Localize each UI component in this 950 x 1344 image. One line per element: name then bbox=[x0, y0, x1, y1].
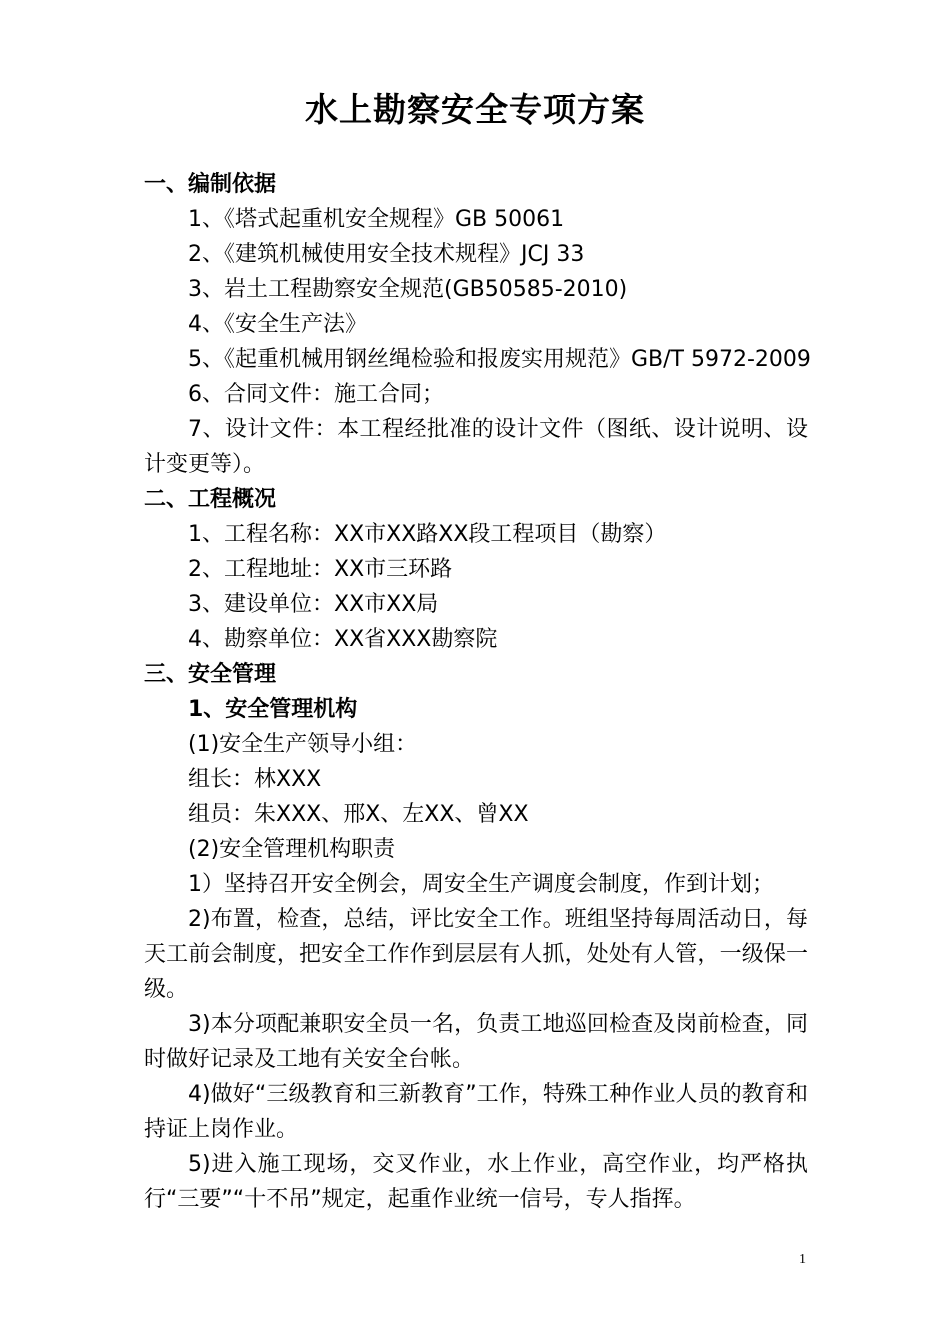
list-item: 2、《建筑机械使用安全技术规程》JCJ 33 bbox=[188, 242, 585, 267]
section-heading-safety-management: 三、安全管理 bbox=[144, 662, 277, 687]
paragraph: 4)做好“三级教育和三新教育”工作，特殊工种作业人员的教育和持证上岗作业。 bbox=[144, 1082, 808, 1142]
text-line: (1)安全生产领导小组： bbox=[188, 732, 418, 757]
paragraph: 3)本分项配兼职安全员一名，负责工地巡回检查及岗前检查，同时做好记录及工地有关安全台帐。 bbox=[144, 1012, 808, 1072]
text-line: 组员：朱XXX、邢X、左XX、曾XX bbox=[188, 802, 529, 827]
list-item: 3、建设单位：XX市XX局 bbox=[188, 592, 439, 617]
list-item: 1、工程名称：XX市XX路XX段工程项目（勘察） bbox=[188, 522, 667, 547]
document-body bbox=[144, 167, 811, 1217]
list-item: 2、工程地址：XX市三环路 bbox=[188, 557, 453, 582]
section-heading-overview: 二、工程概况 bbox=[144, 487, 277, 512]
list-item: 7、设计文件：本工程经批准的设计文件（图纸、设计说明、设计变更等）。 bbox=[144, 417, 808, 477]
list-item: 3、岩土工程勘察安全规范(GB50585-2010) bbox=[188, 277, 628, 302]
list-item: 1、《塔式起重机安全规程》GB 50061 bbox=[188, 207, 565, 232]
subsection-heading: 1、安全管理机构 bbox=[188, 697, 358, 722]
list-item: 4、勘察单位：XX省XXX勘察院 bbox=[188, 627, 498, 652]
paragraph: 5)进入施工现场，交叉作业，水上作业，高空作业，均严格执行“三要”“十不吊”规定，起重作业统一信号，专人指挥。 bbox=[144, 1152, 808, 1212]
text-line: 组长：林XXX bbox=[188, 767, 322, 792]
paragraph: 2)布置，检查，总结，评比安全工作。班组坚持每周活动日，每天工前会制度，把安全工作作到层层有人抓，处处有人管，一级保一级。 bbox=[144, 907, 808, 1002]
page-number: 1 bbox=[799, 1252, 806, 1267]
text-line: (2)安全管理机构职责 bbox=[188, 837, 396, 862]
list-item: 6、合同文件：施工合同； bbox=[188, 382, 444, 407]
list-item: 4、《安全生产法》 bbox=[188, 312, 367, 337]
section-heading-basis: 一、编制依据 bbox=[144, 172, 277, 197]
list-item: 5、《起重机械用钢丝绳检验和报废实用规范》GB/T 5972-2009 bbox=[188, 347, 811, 372]
text-line: 1）坚持召开安全例会，周安全生产调度会制度，作到计划； bbox=[188, 872, 774, 897]
document-title: 水上勘察安全专项方案 bbox=[305, 90, 645, 129]
